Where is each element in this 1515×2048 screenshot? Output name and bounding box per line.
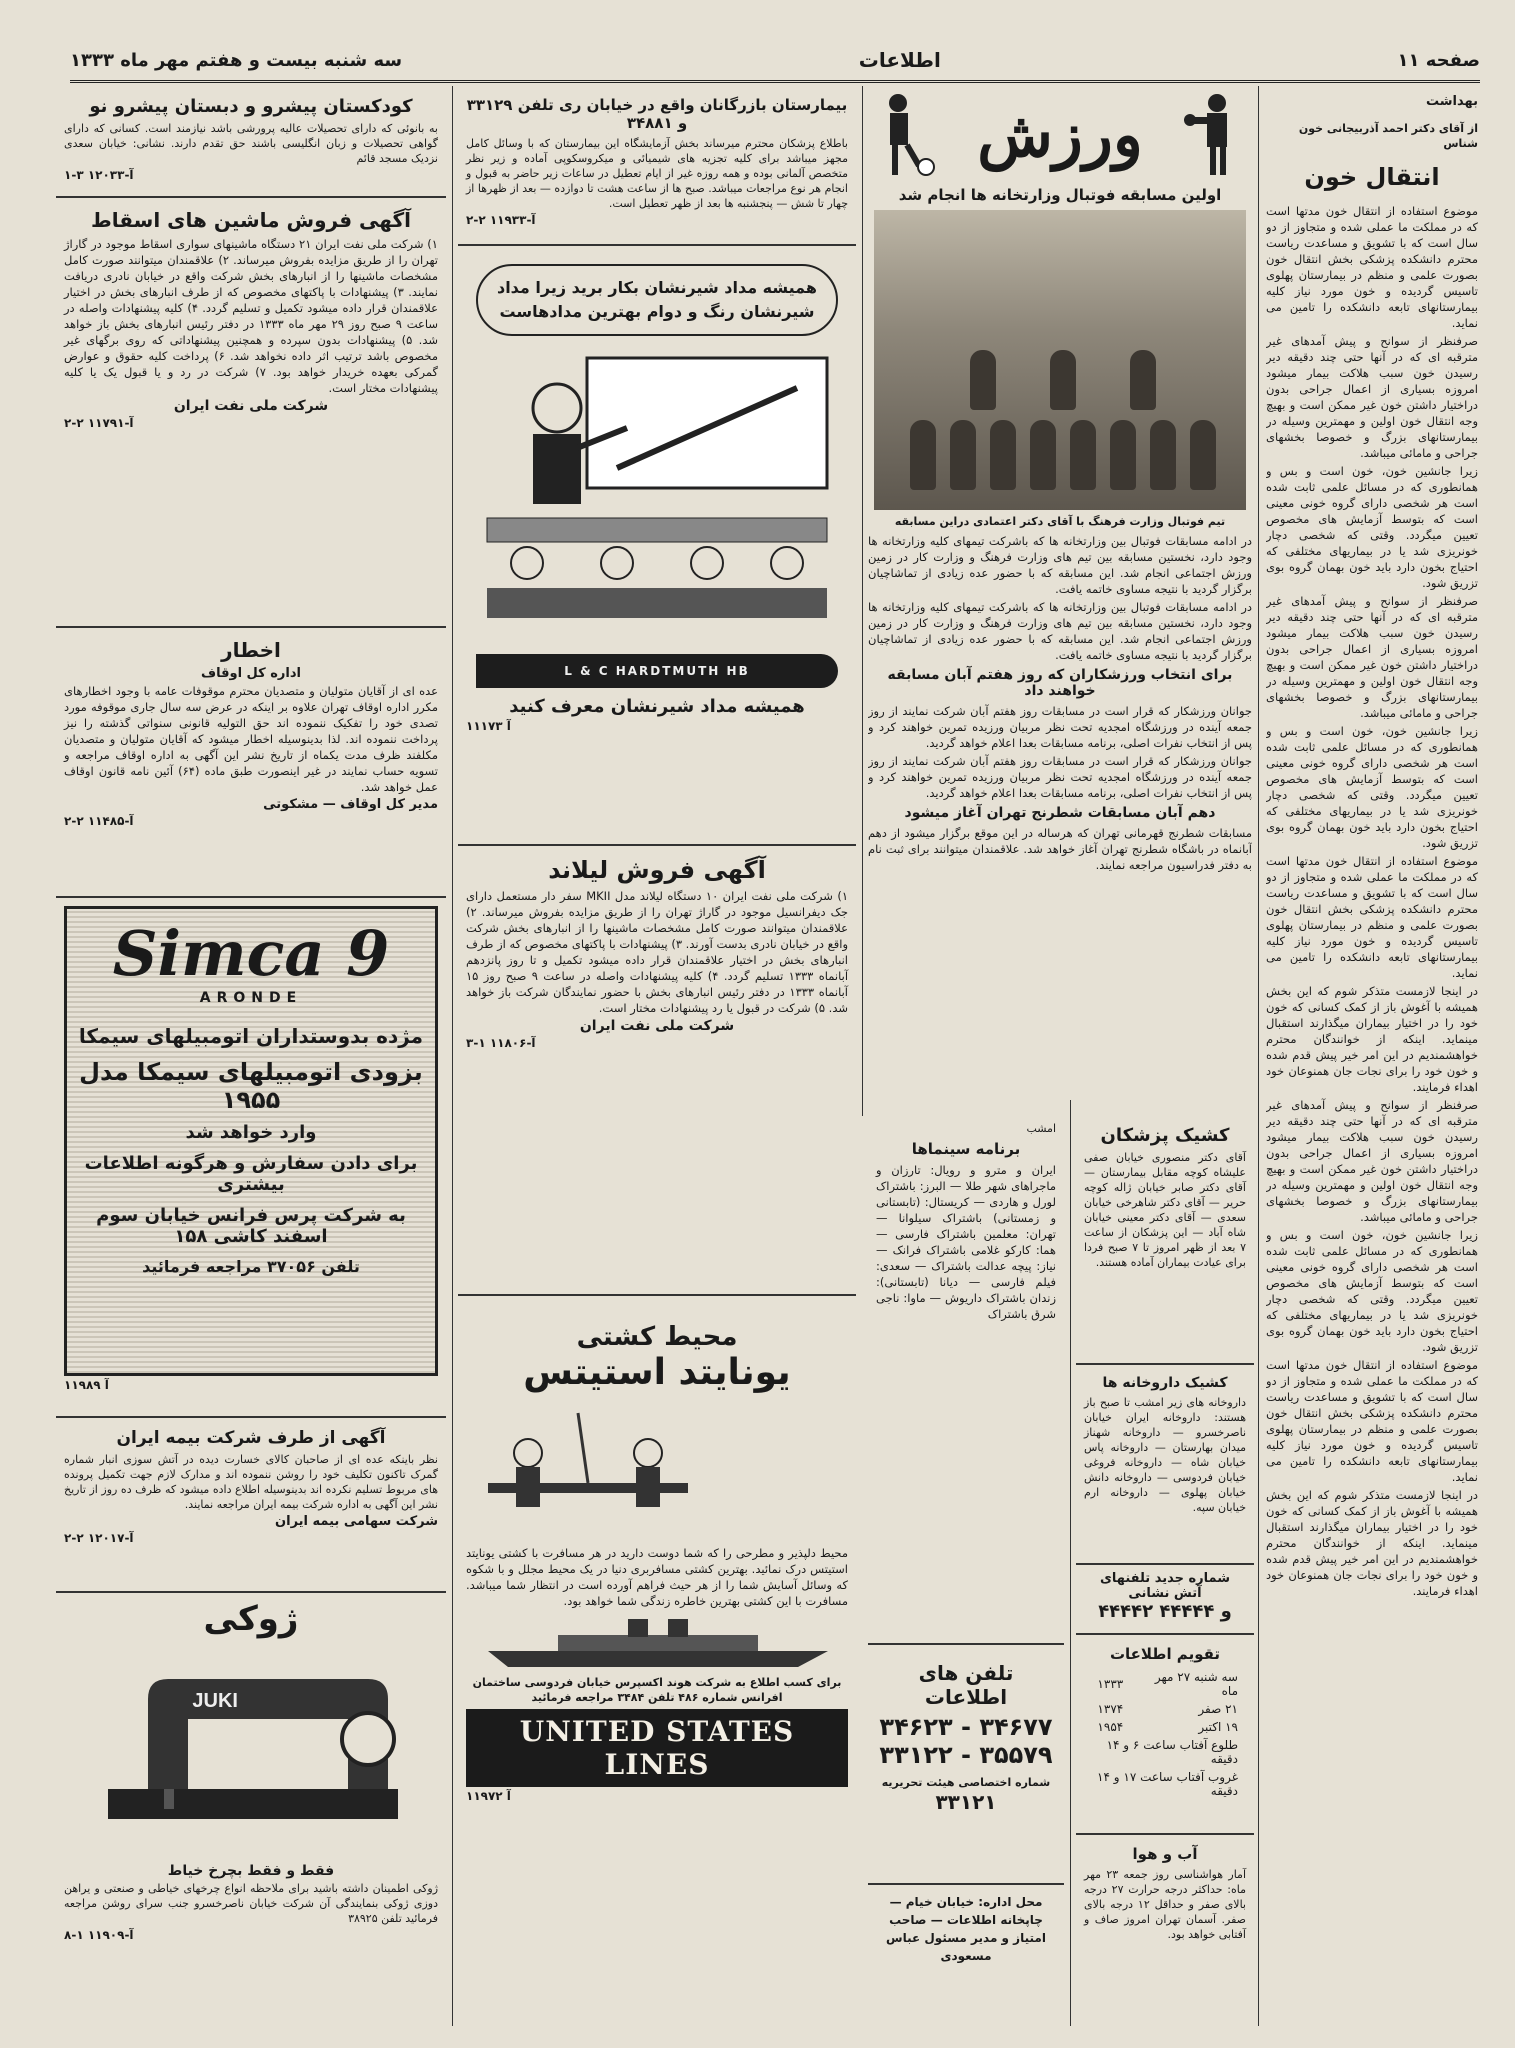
doctors-on-call <box>1076 1115 1254 1365</box>
endowment-warning <box>56 628 446 898</box>
ad-code: آ ۱۱۱۷۳ <box>466 719 511 733</box>
subheadline: برای انتخاب ورزشکاران که روز هفتم آبان مسابقه خواهند داد <box>887 667 1233 699</box>
ad-brand: یونایتد استیتس <box>523 1352 791 1393</box>
article-title: انتقال خون <box>1304 163 1440 191</box>
page-number: صفحه ۱۱ <box>1397 49 1480 71</box>
calendar <box>1076 1635 1254 1835</box>
ad-slogan: همیشه مداد شیرنشان معرف کنید <box>509 696 805 717</box>
fire-phones <box>1076 1565 1254 1635</box>
sports-column <box>868 86 1252 1116</box>
ad-signature: شرکت ملی نفت ایران <box>579 1018 735 1034</box>
weather <box>1076 1835 1254 2015</box>
ad-text: عده ای از آقایان متولیان و متصدیان محترم موقوفات عامه با وجود اخطارهای مکرر اداره اوقاف تهران علاوه بر اینکه در عرض سه سال جاری موقوفه مورد تصدی خود را تفکیک ننموده اند حق التولیه قانونی سنواتی گذشته را نیز پرداخت ننموده اند. لذا بدینوسیله اخطار میشود که آقایان متولیان و متصدیان مکلفند ظرف مدت یکماه از تاریخ نشر این آگهی به اداره اوقاف مراجعه و تسویه حساب نمایند در غیر اینصورت طبق ماده (۶۴) آئین نامه قانون اوقاف عمل خواهد شد. <box>64 684 438 794</box>
article-paragraph: مسابقات شطرنج قهرمانی تهران که هرساله در این موقع برگزار میشود از دهم آبانماه در باشگاه شطرنج تهران آغاز خواهد شد. علاقمندان میتوانند برای ثبت نام به دفتر فدراسیون مراجعه نمایند. <box>868 826 1252 872</box>
ad-text: محیط دلپذیر و مطرحی را که شما دوست دارید در هر مسافرت با کشتی یونایتد استیتس درک نمائید. بهترین کشتی مسافربری دنیا در یک محیط مجلل و با شکوه که وسائل آسایش شما را از هر حیث فراهم آورده است در انتظار شما میباشد. مسافرت با این کشتی بهترین خاطره زندگی شما خواهد بود. <box>466 1546 848 1608</box>
article-paragraph: صرفنظر از سوانح و پیش آمدهای غیر مترقبه ای که در آنها حتی چند دقیقه دیر رسیدن خون سبب هلاکت بیمار میشود امروزه بسیاری از اعمال جراحی بدون دراختیار داشتن خون غیر ممکن است و بهیچ وجه انتقال خون اولین و مهمترین وسیله در بیمارستانهای بزرگ و خصوصا بخشهای جراحی و مامائی میباشد. <box>1266 1098 1478 1224</box>
scrap-car-sale-ad <box>56 198 446 628</box>
box-title: تقویم اطلاعات <box>1109 1645 1221 1663</box>
box-title: شماره جدید تلفنهای آتش نشانی <box>1099 1571 1231 1601</box>
headline: اولین مسابقه فوتبال وزارتخانه ها انجام شد <box>898 186 1222 204</box>
section-title: ورزش <box>977 97 1143 171</box>
simca-model: ARONDE <box>199 990 303 1006</box>
calendar-table <box>1084 1667 1246 1801</box>
kindergarten-ad <box>56 86 446 198</box>
article-paragraph: در اینجا لازمست متذکر شوم که این بخش همیشه با آغوش باز از کمک کسانی که خون خود را در اختیار بیماران میگذارند استقبال مینماید. اینکه از خوانندگان محترم خواهشمندیم در این امر خیر پیش قدم شده و خون خود را برای نجات جان همنوعان خود اهداء فرمایند. <box>1266 984 1478 1094</box>
fire-numbers: ۴۴۴۴۲ و ۴۴۴۴۴ <box>1098 1601 1232 1622</box>
simca-line: به شرکت پرس فرانس خیابان سوم اسفند کاشی ۱۵۸ <box>96 1205 406 1247</box>
ad-title: اخطار <box>221 638 281 662</box>
section-kicker: بهداشت <box>1426 94 1478 109</box>
ad-title: بیمارستان بازرگانان واقع در خیابان ری تلفن ۳۳۱۲۹ و ۳۴۸۸۱ <box>466 96 848 132</box>
column-rule <box>452 86 453 2026</box>
phone-number: ۳۳۱۲۱ <box>935 1790 997 1814</box>
table-row: ۱۹ اکتبر ۱۹۵۴ <box>1097 1720 1238 1734</box>
photo-caption: تیم فوتبال وزارت فرهنگ با آقای دکتر اعتمادی دراین مسابقه <box>894 515 1226 528</box>
dining-illustration <box>468 1393 848 1543</box>
united-states-lines-ad <box>458 1296 856 1996</box>
sewing-machine-illustration <box>68 1639 438 1859</box>
article-paragraph: موضوع استفاده از انتقال خون مدتها است که در مملکت ما عملی شده و متجاوز از دو سال است که با تشویق و مساعدت ریاست محترم دانشکده پزشکی بخش انتقال خون بصورت علمی و منظم در بیمارستان پهلوی تاسیس گردیده و خون مورد نیاز کلیه بیمارستانهای تابعه دانشکده را تامین می نماید. <box>1266 204 1478 330</box>
juki-ad <box>56 1593 446 2013</box>
phone-number: ۳۴۶۲۳ - ۳۴۶۷۷ <box>879 1713 1053 1741</box>
middle-column <box>458 86 856 2026</box>
ad-title: آگهی فروش ماشین های اسقاط <box>91 208 411 232</box>
ad-text: ۱) شرکت ملی نفت ایران ۲۱ دستگاه ماشینهای سواری اسقاط موجود در گاراژ تهران را از طریق مزایده بفروش میرساند. ۲) علاقمندان میتوانند صورت کامل مشخصات ماشینها را از انبارهای بخش شرکت واقع در خیابان نادری دریافت نمایند. ۳) پیشنهادات با پاکتهای مخصوص که از طرف انبارهای بخش در اختیار علاقمندان قرار داده میشود تکمیل و تسلیم گردد. ۴) کلیه پیشنهادات واصله در ساعت ۹ صبح روز ۲۹ مهر ماه ۱۳۳۳ در دفتر رئیس انبارهای بخش باز خواهد شد. ۵) پیشنهادات بدون سپرده و همچنین پیشنهاداتی که روی برگهای غیر مخصوص باشد ترتیب اثر داده نخواهد شد. ۶) پرداخت کلیه حقوق و عوارض گمرکی بعهده خریدار خواهد بود. ۷) شرکت در رد و یا قبول یک یا کلیه پیشنهادات مختار است. <box>64 237 439 395</box>
sports-header <box>868 86 1252 182</box>
simca-line: مژده بدوستداران اتومبیلهای سیمکا <box>78 1024 424 1048</box>
simca-line: بزودی اتومبیلهای سیمکا مدل ۱۹۵۵ <box>79 1058 423 1114</box>
left-column <box>56 86 446 2026</box>
box-kicker: امشب <box>1026 1122 1056 1135</box>
ad-code: آ-۱۱۴۸۵ ۲-۲ <box>64 814 134 828</box>
article-paragraph: موضوع استفاده از انتقال خون مدتها است که در مملکت ما عملی شده و متجاوز از دو سال است که با تشویق و مساعدت ریاست محترم دانشکده پزشکی بخش انتقال خون بصورت علمی و منظم در بیمارستان پهلوی تاسیس گردیده و خون مورد نیاز کلیه بیمارستانهای تابعه دانشکده را تامین می نماید. <box>1266 1358 1478 1484</box>
pencil-graphic: L & C HARDTMUTH HB <box>476 654 838 688</box>
simca-line: تلفن ۳۷۰۵۶ مراجعه فرمائید <box>142 1257 360 1276</box>
ad-code: آ-۱۱۷۹۱ ۲-۲ <box>64 416 134 430</box>
ad-subtitle: اداره کل اوقاف <box>201 666 301 681</box>
article-paragraph: زیرا جانشین خون، خون است و بس و همانطوری که در مسائل علمی ثابت شده است هر شخصی دارای گروه خونی معینی است که بتوسط آزمایش های مخصوص تعیین میگردد. وقتی که شخصی دچار خونریزی شد یا در بیماریهای مختلفی که احتیاج بخون دارد باید خون بهمان گروه بوی تزریق شود. <box>1266 1228 1478 1354</box>
article-paragraph: در ادامه مسابقات فوتبال بین وزارتخانه ها که باشرکت تیمهای کلیه وزارتخانه ها وجود دارد، نخستین مسابقه بین تیم های وزارت فرهنگ و وزارت کار در زمین ورزش اجتماعی انجام شد. این مسابقه که با حضور عده زیادی از تماشاچیان برگزار گردید با نتیجه مساوی خاتمه یافت. <box>868 534 1252 596</box>
cinema-column <box>868 1115 1064 2025</box>
phones-box <box>868 1645 1064 1885</box>
ad-text: به بانوئی که دارای تحصیلات عالیه پرورشی باشد نیازمند است. کسانی که دارای گواهی تحصیلات و زبان انگلیسی باشند حق تقدم دارند. نشانی: خیابان سعدی نزدیک مسجد قائم <box>64 122 438 165</box>
article-paragraph: موضوع استفاده از انتقال خون مدتها است که در مملکت ما عملی شده و متجاوز از دو سال است که با تشویق و مساعدت ریاست محترم دانشکده پزشکی بخش انتقال خون بصورت علمی و منظم در بیمارستان پهلوی تاسیس گردیده و خون مورد نیاز کلیه بیمارستانهای تابعه دانشکده را تامین می نماید. <box>1266 854 1478 980</box>
simca-logo: Simca 9 <box>112 917 390 990</box>
leyland-sale-ad <box>458 846 856 1296</box>
office-info: محل اداره: خیابان خیام — چاپخانه اطلاعات — صاحب امتیاز و مدیر مسئول عباس مسعودی <box>886 1895 1046 1963</box>
box-title: تلفن های اطلاعات <box>918 1661 1014 1709</box>
article-paragraph: جوانان ورزشکار که قرار است در مسابقات روز هفتم آبان شرکت نمایند از روز جمعه آینده در ورزشگاه امجدیه تحت نظر مربیان ورزیده تمرین خواهند کرد و پس از انتخاب نفرات اصلی، برنامه مسابقات بعدا اعلام خواهد گردید. <box>868 704 1252 750</box>
speech-bubble: همیشه مداد شیرنشان بکار برید زیرا مداد شیرنشان رنگ و دوام بهترین مدادهاست <box>476 264 838 336</box>
box-title: کشیک پزشکان <box>1100 1125 1230 1146</box>
ad-signature: مدیر کل اوقاف — مشکوتی <box>263 797 438 812</box>
hospital-ad <box>458 86 856 246</box>
simca-line: وارد خواهد شد <box>185 1122 317 1143</box>
article-paragraph: صرفنظر از سوانح و پیش آمدهای غیر مترقبه ای که در آنها حتی چند دقیقه دیر رسیدن خون سبب هلاکت بیمار میشود امروزه بسیاری از اعمال جراحی بدون دراختیار داشتن خون غیر ممکن است و بهیچ وجه انتقال خون اولین و مهمترین وسیله در بیمارستانهای بزرگ و خصوصا بخشهای جراحی و مامائی میباشد. <box>1266 594 1478 720</box>
ad-code: آ-۱۱۸۰۶ ۱-۳ <box>466 1036 536 1050</box>
team-photo <box>874 210 1246 510</box>
phone-number: ۳۳۱۲۲ - ۳۵۵۷۹ <box>879 1741 1053 1769</box>
ship-icon <box>468 1611 848 1671</box>
table-row: ۲۱ صفر ۱۳۷۴ <box>1097 1702 1238 1716</box>
ad-text: ۱) شرکت ملی نفت ایران ۱۰ دستگاه لیلاند مدل MKII سفر دار مستعمل دارای جک دیفرانسیل موجود در گاراژ تهران را از طریق مزایده بفروش میرساند. ۲) علاقمندان میتوانند صورت کامل مشخصات ماشینها را از انبارهای بخش شرکت واقع در خیابان نادری بدست آورند. ۳) پیشنهادات با پاکتهای مخصوص که از طرف انبارهای بخش در اختیار علاقمندان قرار داده میشود تکمیل و تا روز پانزدهم آبانماه ۱۳۳۳ تسلیم گردد. ۴) کلیه پیشنهادات واصله در ساعت ۹ صبح روز ۱۵ آبانماه ۱۳۳۳ در دفتر رئیس انبارهای بخش با حضور نمایندگان شرکت باز خواهد شد. ۵) شرکت در قبول یا رد پیشنهادات مختار است. <box>466 889 849 1015</box>
article-paragraph: جوانان ورزشکار که قرار است در مسابقات روز هفتم آبان شرکت نمایند از روز جمعه آینده در ورزشگاه امجدیه تحت نظر مربیان ورزیده تمرین خواهند کرد و پس از انتخاب نفرات اصلی، برنامه مسابقات بعدا اعلام خواهد گردید. <box>868 754 1252 800</box>
juki-brand: JUKI <box>192 1690 238 1712</box>
box-text: آقای دکتر منصوری خیابان صفی علیشاه کوچه مقابل بیمارستان — آقای دکتر صابر خیابان ژاله کوچه حریر — آقای دکتر شاهرخی خیابان سعدی — آقای دکتر معینی خیابان شاه آباد — این پزشکان از ساعت ۷ بعد از ظهر امروز تا ۷ صبح فردا برای عیادت بیماران آماده هستند. <box>1084 1151 1246 1269</box>
ad-code: آ-۱۱۹۰۹ ۱-۸ <box>64 1928 134 1942</box>
box-text: داروخانه های زیر امشب تا صبح باز هستند: داروخانه ایران خیابان ناصرخسرو — داروخانه شهناز میدان بهارستان — داروخانه پاس خیابان شاه — داروخانه فروغی خیابان فردوسی — داروخانه دانش خیابان پهلوی — داروخانه ارم خیابان سپه. <box>1084 1396 1246 1514</box>
clinics-column <box>1076 1115 1254 2025</box>
column-rule <box>1070 1100 1071 2026</box>
box-title: آب و هوا <box>1132 1845 1198 1863</box>
column-rule <box>1258 86 1259 2026</box>
article-paragraph: زیرا جانشین خون، خون است و بس و همانطوری که در مسائل علمی ثابت شده است هر شخصی دارای گروه خونی معینی است که بتوسط آزمایش های مخصوص تعیین میگردد. وقتی که شخصی دچار خونریزی شد یا در بیماریهای مختلفی که احتیاج بخون دارد باید خون بهمان گروه بوی تزریق شود. <box>1266 724 1478 850</box>
ad-code: آ-۱۲۰۱۷ ۲-۲ <box>64 1531 134 1545</box>
ad-signature: شرکت ملی نفت ایران <box>173 398 329 414</box>
pharmacies-on-call <box>1076 1365 1254 1565</box>
column-rule <box>862 86 863 1116</box>
ad-title: محیط کشتی <box>576 1322 738 1352</box>
ad-code: آ ۱۱۹۷۲ <box>466 1789 511 1803</box>
ad-text: باطلاع پزشکان محترم میرساند بخش آزمایشگاه این بیمارستان که با وسائل کامل مجهز میباشد برای کلیه تجزیه های شیمیائی و میکروسکوپی آماده و زیر نظر متخصص آلمانی بوده و همه روزه غیر از ایام تعطیل در ساعات زیر حاضر به قبول و انجام هر نوع مراجعات میباشد. صبح ها از ساعت هشت تا دوازده — بعد از ظهرها از چهار تا شش — پنجشنبه ها بعد از ظهر تعطیل است. <box>466 137 848 210</box>
article-paragraph: صرفنظر از سوانح و پیش آمدهای غیر مترقبه ای که در آنها حتی چند دقیقه دیر رسیدن خون سبب هلاکت بیمار میشود امروزه بسیاری از اعمال جراحی بدون دراختیار داشتن خون غیر ممکن است و بهیچ وجه انتقال خون اولین و مهمترین وسیله در بیمارستانهای بزرگ و خصوصا بخشهای جراحی و مامائی میباشد. <box>1266 334 1478 460</box>
article-paragraph: زیرا جانشین خون، خون است و بس و همانطوری که در مسائل علمی ثابت شده است هر شخصی دارای گروه خونی معینی است که بتوسط آزمایش های مخصوص تعیین میگردد. وقتی که شخصی دچار خونریزی شد یا در بیماریهای مختلفی که احتیاج بخون دارد باید خون بهمان گروه بوی تزریق شود. <box>1266 464 1478 590</box>
byline: از آقای دکتر احمد آذربیجانی خون شناس <box>1298 122 1478 150</box>
article-paragraph: در اینجا لازمست متذکر شوم که این بخش همیشه با آغوش باز از کمک کسانی که خون خود را در اختیار بیماران میگذارند استقبال مینماید. اینکه از خوانندگان محترم خواهشمندیم در این امر خیر پیش قدم شده و خون خود را برای نجات جان همنوعان خود اهداء فرمایند. <box>1266 1488 1478 1598</box>
insurance-ad <box>56 1418 446 1593</box>
pencil-ad <box>458 246 856 846</box>
ad-text: نظر باینکه عده ای از صاحبان کالای خسارت دیده در آتش سوزی انبار شماره گمرک تاکنون تکلیف خود را روشن ننموده اند و مدارک لازم جهت تکمیل پرونده های مربوط تسلیم نکرده اند بدینوسیله اطلاع داده میشود که ظرف ده روز از تاریخ نشر این آگهی به اداره شرکت بیمه ایران مراجعه نمایند. <box>64 1453 438 1511</box>
footballer-icon <box>868 89 938 179</box>
article-paragraph: در ادامه مسابقات فوتبال بین وزارتخانه ها که باشرکت تیمهای کلیه وزارتخانه ها وجود دارد، نخستین مسابقه بین تیم های وزارت فرهنگ و وزارت کار در زمین ورزش اجتماعی انجام شد. این مسابقه که با حضور عده زیادی از تماشاچیان برگزار گردید با نتیجه مساوی خاتمه یافت. <box>868 600 1252 662</box>
simca-ad <box>56 898 446 1418</box>
ad-slogan: فقط و فقط بچرخ خیاط <box>167 1863 335 1879</box>
ad-signature: شرکت سهامی بیمه ایران <box>275 1514 438 1529</box>
juki-title: ژوکی <box>203 1599 299 1639</box>
box-text: آمار هواشناسی روز جمعه ۲۳ مهر ماه: حداکثر درجه حرارت ۲۷ درجه بالای صفر و حداقل ۱۲ درجه بالای صفر. آسمان تهران امروز صاف و آفتابی خواهد بود. <box>1084 1868 1247 1941</box>
newspaper-name: اطلاعات <box>858 48 941 72</box>
united-states-lines-logo: UNITED STATES LINES <box>466 1709 848 1787</box>
issue-date: سه شنبه بیست و هفتم مهر ماه ۱۳۳۳ <box>70 49 403 71</box>
ad-code: آ-۱۲۰۳۳ ۳-۱ <box>64 168 134 182</box>
classroom-illustration <box>467 348 847 648</box>
boxer-icon <box>1182 89 1252 179</box>
subheadline: دهم آبان مسابقات شطرنج تهران آغاز میشود <box>904 805 1216 821</box>
table-row: سه شنبه ۲۷ مهر ماه ۱۳۳۳ <box>1097 1670 1238 1698</box>
ad-title: کودکستان پیشرو و دبستان پیشرو نو <box>89 96 413 117</box>
simca-frame <box>64 906 438 1376</box>
ad-title: آگهی از طرف شرکت بیمه ایران <box>116 1428 386 1448</box>
box-text: ایران و مترو و رویال: تارزان و ماجراهای شهر طلا — البرز: باشتراک لورل و هاردی — کریستال: (تابستانی و زمستانی) باشتراک سیلوانا — تهران: معلمین باشتراک فارسی — هما: کارکو غلامی باشتراک فرانک — نیاز: پیچه عدالت باشتراک — سعدی: فیلم فارسی — دیانا (تابستانی): زندان باشتراک داریوش — ماوا: ناجی شرق باشتراک <box>876 1163 1056 1321</box>
table-row: غروب آفتاب ساعت ۱۷ و ۱۴ دقیقه <box>1097 1770 1238 1798</box>
health-column <box>1266 86 1478 2026</box>
box-title: برنامه سینماها <box>911 1140 1021 1158</box>
ad-code: آ-۱۱۹۳۳ ۲-۲ <box>466 213 536 227</box>
ad-title: آگهی فروش لیلاند <box>548 856 766 884</box>
ad-code: آ ۱۱۹۸۹ <box>64 1378 109 1392</box>
cinema-program <box>868 1115 1064 1645</box>
ad-text: ژوکی اطمینان داشته باشید برای ملاحظه انواع چرخهای خیاطی و صنعتی و یراهن دوزی ژوکی بنمایندگی آن شرکت خیابان ناصرخسرو جنب سرای روشن مراجعه فرمائید تلفن ۳۸۹۲۵ <box>64 1882 438 1925</box>
simca-line: برای دادن سفارش و هرگونه اطلاعات بیشتری <box>84 1153 418 1195</box>
box-title: کشیک داروخانه ها <box>1102 1375 1228 1391</box>
ad-contact: برای کسب اطلاع به شرکت هوند اکسپرس خیابان فردوسی ساختمان افرانس شماره ۴۸۶ تلفن ۳۴۸۴ مراجعه فرمائید <box>472 1676 842 1704</box>
table-row: طلوع آفتاب ساعت ۶ و ۱۴ دقیقه <box>1106 1738 1238 1766</box>
phones-note: شماره اختصاصی هیئت تحریریه <box>881 1776 1051 1789</box>
masthead <box>70 40 1480 83</box>
